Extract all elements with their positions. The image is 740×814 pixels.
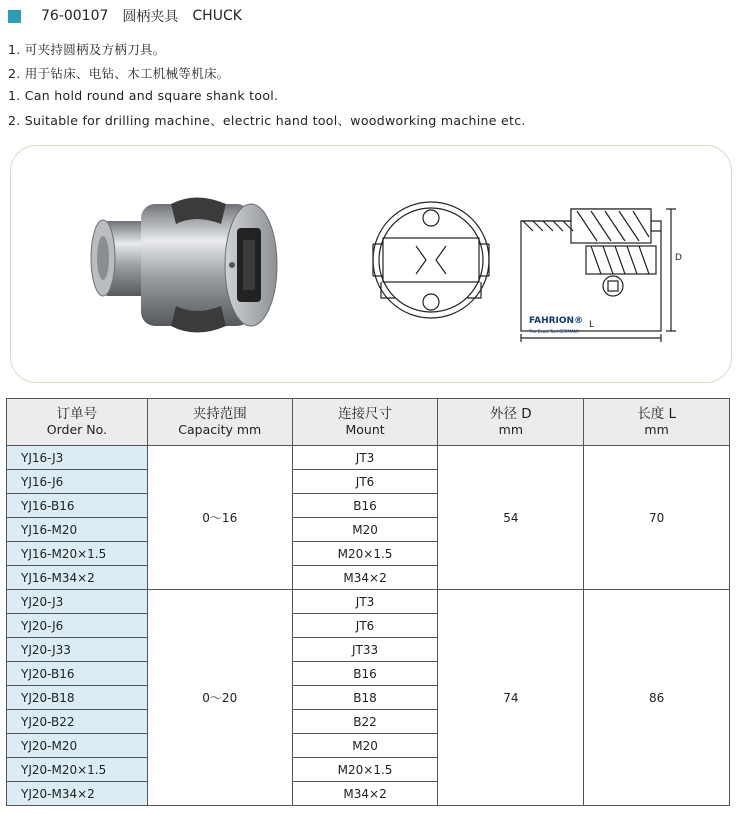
order-cell: YJ20-M34×2 xyxy=(7,782,148,806)
order-cell: YJ16-M20 xyxy=(7,518,148,542)
mount-cell: B16 xyxy=(292,662,438,686)
table-header-row xyxy=(7,399,730,446)
chuck-photo xyxy=(91,198,277,333)
order-cell: YJ20-J6 xyxy=(7,614,148,638)
dimension-d-label: D xyxy=(675,253,682,263)
header-order: 订单号 Order No. xyxy=(7,399,148,446)
feature-line-3: 1. Can hold round and square shank tool. xyxy=(8,88,279,103)
table-row xyxy=(7,590,730,614)
front-view-drawing xyxy=(373,202,489,318)
mount-cell: M20 xyxy=(292,734,438,758)
feature-line-1: 1. 可夹持圆柄及方柄刀具。 xyxy=(8,42,166,57)
brand-subtitle: The Exact Tool GERMANY xyxy=(529,329,580,334)
product-title-en: CHUCK xyxy=(192,8,242,24)
header-square-icon xyxy=(8,10,21,23)
mount-cell: M20×1.5 xyxy=(292,542,438,566)
order-cell: YJ20-J33 xyxy=(7,638,148,662)
mount-cell: JT6 xyxy=(292,470,438,494)
mount-cell: B18 xyxy=(292,686,438,710)
length-cell: 70 xyxy=(584,446,730,590)
mount-cell: JT33 xyxy=(292,638,438,662)
feature-line-2: 2. 用于钻床、电钻、木工机械等机床。 xyxy=(8,66,230,81)
order-cell: YJ20-B22 xyxy=(7,710,148,734)
feature-line-4: 2. Suitable for drilling machine、electric hand tool、woodworking machine etc. xyxy=(8,113,526,128)
order-cell: YJ20-B18 xyxy=(7,686,148,710)
mount-cell: M20×1.5 xyxy=(292,758,438,782)
capacity-cell: 0～16 xyxy=(147,446,292,590)
mount-cell: JT3 xyxy=(292,590,438,614)
mount-cell: JT3 xyxy=(292,446,438,470)
dimension-l-label: L xyxy=(589,320,595,330)
diameter-cell: 74 xyxy=(438,590,584,806)
order-cell: YJ16-M34×2 xyxy=(7,566,148,590)
product-image-panel xyxy=(10,145,732,383)
length-cell: 86 xyxy=(584,590,730,806)
mount-cell: M20 xyxy=(292,518,438,542)
header-length: 长度 L mm xyxy=(584,399,730,446)
order-cell: YJ16-M20×1.5 xyxy=(7,542,148,566)
header-diameter: 外径 D mm xyxy=(438,399,584,446)
order-cell: YJ20-M20 xyxy=(7,734,148,758)
brand-logo: FAHRION® xyxy=(529,316,584,326)
page-header xyxy=(8,6,256,26)
order-cell: YJ20-J3 xyxy=(7,590,148,614)
order-cell: YJ16-B16 xyxy=(7,494,148,518)
product-title-cn: 圆柄夹具 xyxy=(122,9,179,25)
header-capacity: 夹持范围 Capacity mm xyxy=(147,399,292,446)
order-cell: YJ16-J3 xyxy=(7,446,148,470)
product-code: 76-00107 xyxy=(41,8,109,24)
mount-cell: B22 xyxy=(292,710,438,734)
product-illustration xyxy=(11,146,731,382)
header-mount: 连接尺寸 Mount xyxy=(292,399,438,446)
mount-cell: M34×2 xyxy=(292,782,438,806)
order-cell: YJ16-J6 xyxy=(7,470,148,494)
mount-cell: M34×2 xyxy=(292,566,438,590)
mount-cell: JT6 xyxy=(292,614,438,638)
order-cell: YJ20-M20×1.5 xyxy=(7,758,148,782)
specification-table xyxy=(6,398,730,806)
mount-cell: B16 xyxy=(292,494,438,518)
capacity-cell: 0～20 xyxy=(147,590,292,806)
table-row xyxy=(7,446,730,470)
diameter-cell: 54 xyxy=(438,446,584,590)
order-cell: YJ20-B16 xyxy=(7,662,148,686)
